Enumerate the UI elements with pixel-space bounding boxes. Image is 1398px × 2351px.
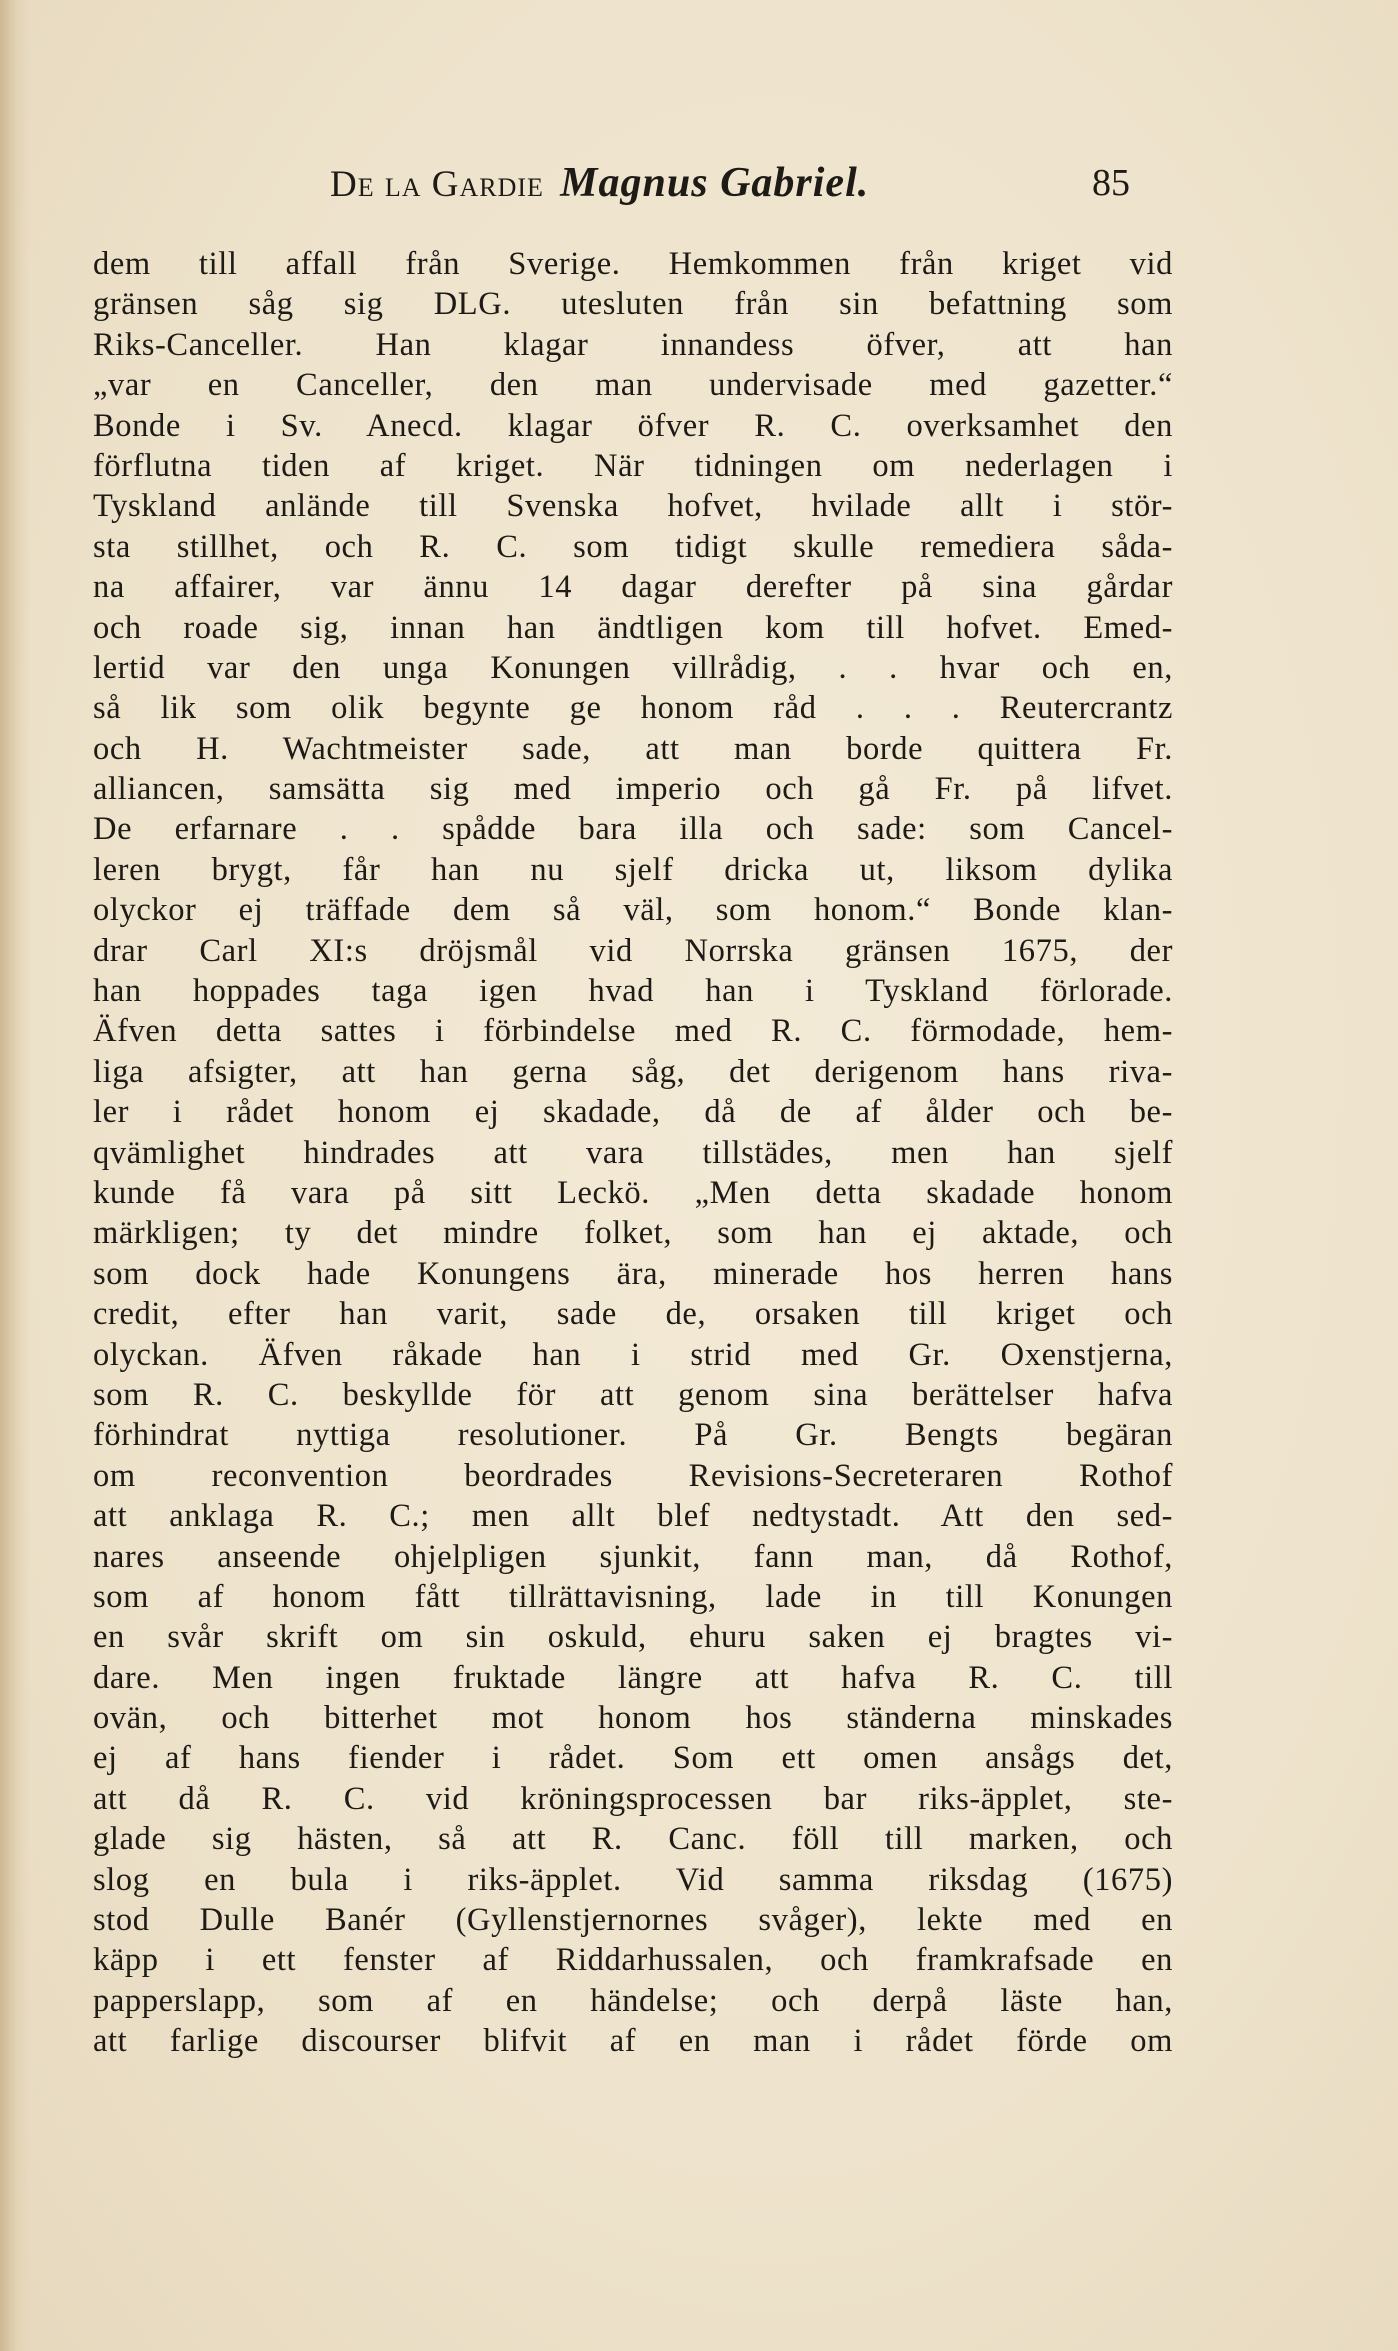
text-line: slog en bula i riks-äpplet. Vid samma riksdag (1675) [93, 1861, 1173, 1898]
text-line: kunde få vara på sitt Leckö. „Men detta skadade honom [93, 1174, 1173, 1211]
text-line: Bonde i Sv. Anecd. klagar öfver R. C. overksamhet den [93, 407, 1173, 444]
header-title-smallcaps: De la Gardie [330, 164, 544, 205]
text-line: lertid var den unga Konungen villrådig, . . hvar och en, [93, 649, 1173, 686]
page-number: 85 [1092, 162, 1130, 204]
text-line: ej af hans fiender i rådet. Som ett omen ansågs det, [93, 1740, 1173, 1777]
text-line: att farlige discourser blifvit af en man i rådet förde om [93, 2023, 1173, 2060]
text-line: en svår skrift om sin oskuld, ehuru saken ej bragtes vi- [93, 1619, 1173, 1656]
text-line: förflutna tiden af kriget. När tidningen om nederlagen i [93, 447, 1173, 484]
text-line: olyckor ej träffade dem så väl, som honom.“ Bonde klan- [93, 892, 1173, 929]
text-line: na affairer, var ännu 14 dagar derefter på sina gårdar [93, 569, 1173, 606]
text-line: leren brygt, får han nu sjelf dricka ut, liksom dylika [93, 851, 1173, 888]
text-line: märkligen; ty det mindre folket, som han ej aktade, och [93, 1215, 1173, 1252]
text-line: nares anseende ohjelpligen sjunkit, fann man, då Rothof, [93, 1538, 1173, 1575]
text-line: glade sig hästen, så att R. Canc. föll till marken, och [93, 1821, 1173, 1858]
header-title-italic: Magnus Gabriel. [560, 160, 870, 206]
text-line: „var en Canceller, den man undervisade med gazetter.“ [93, 367, 1173, 404]
text-line: som R. C. beskyllde för att genom sina berättelser hafva [93, 1376, 1173, 1413]
text-line: drar Carl XI:s dröjsmål vid Norrska gränsen 1675, der [93, 932, 1173, 969]
text-line: dem till affall från Sverige. Hemkommen från kriget vid [93, 246, 1173, 282]
text-line: som af honom fått tillrättavisning, lade in till Konungen [93, 1578, 1173, 1615]
text-line: stod Dulle Banér (Gyllenstjernornes svåger), lekte med en [93, 1902, 1173, 1939]
text-line: att anklaga R. C.; men allt blef nedtystadt. Att den sed- [93, 1498, 1173, 1535]
text-line: dare. Men ingen fruktade längre att hafva R. C. till [93, 1659, 1173, 1696]
text-line: och H. Wachtmeister sade, att man borde quittera Fr. [93, 730, 1173, 767]
text-line: olyckan. Äfven råkade han i strid med Gr. Oxenstjerna, [93, 1336, 1173, 1373]
text-line: som dock hade Konungens ära, minerade hos herren hans [93, 1255, 1173, 1292]
text-line: Tyskland anlände till Svenska hofvet, hvilade allt i stör- [93, 488, 1173, 525]
text-line: och roade sig, innan han ändtligen kom till hofvet. Emed- [93, 609, 1173, 646]
text-line: sta stillhet, och R. C. som tidigt skulle remediera såda- [93, 528, 1173, 565]
running-header [330, 158, 1130, 218]
text-line: papperslapp, som af en händelse; och derpå läste han, [93, 1982, 1173, 2019]
text-line: ler i rådet honom ej skadade, då de af ålder och be- [93, 1094, 1173, 1131]
text-line: credit, efter han varit, sade de, orsaken till kriget och [93, 1296, 1173, 1333]
body-text [93, 244, 1173, 2062]
binding-shadow [0, 0, 30, 2351]
text-line: han hoppades taga igen hvad han i Tyskland förlorade. [93, 973, 1173, 1010]
text-line: om reconvention beordrades Revisions-Secreteraren Rothof [93, 1457, 1173, 1494]
text-line: qvämlighet hindrades att vara tillstädes, men han sjelf [93, 1134, 1173, 1171]
text-line: De erfarnare . . spådde bara illa och sade: som Cancel- [93, 811, 1173, 848]
text-line: förhindrat nyttiga resolutioner. På Gr. Bengts begäran [93, 1417, 1173, 1454]
text-line: gränsen såg sig DLG. utesluten från sin befattning som [93, 286, 1173, 323]
text-line: liga afsigter, att han gerna såg, det derigenom hans riva- [93, 1053, 1173, 1090]
text-line: ovän, och bitterhet mot honom hos ständerna minskades [93, 1700, 1173, 1737]
text-line: så lik som olik begynte ge honom råd . . . Reutercrantz [93, 690, 1173, 727]
text-line: Riks-Canceller. Han klagar innandess öfver, att han [93, 326, 1173, 363]
text-line: alliancen, samsätta sig med imperio och gå Fr. på lifvet. [93, 771, 1173, 808]
header-title [330, 158, 869, 210]
text-line: käpp i ett fenster af Riddarhussalen, och framkrafsade en [93, 1942, 1173, 1979]
text-line: Äfven detta sattes i förbindelse med R. C. förmodade, hem- [93, 1013, 1173, 1050]
text-line: att då R. C. vid kröningsprocessen bar riks-äpplet, ste- [93, 1780, 1173, 1817]
